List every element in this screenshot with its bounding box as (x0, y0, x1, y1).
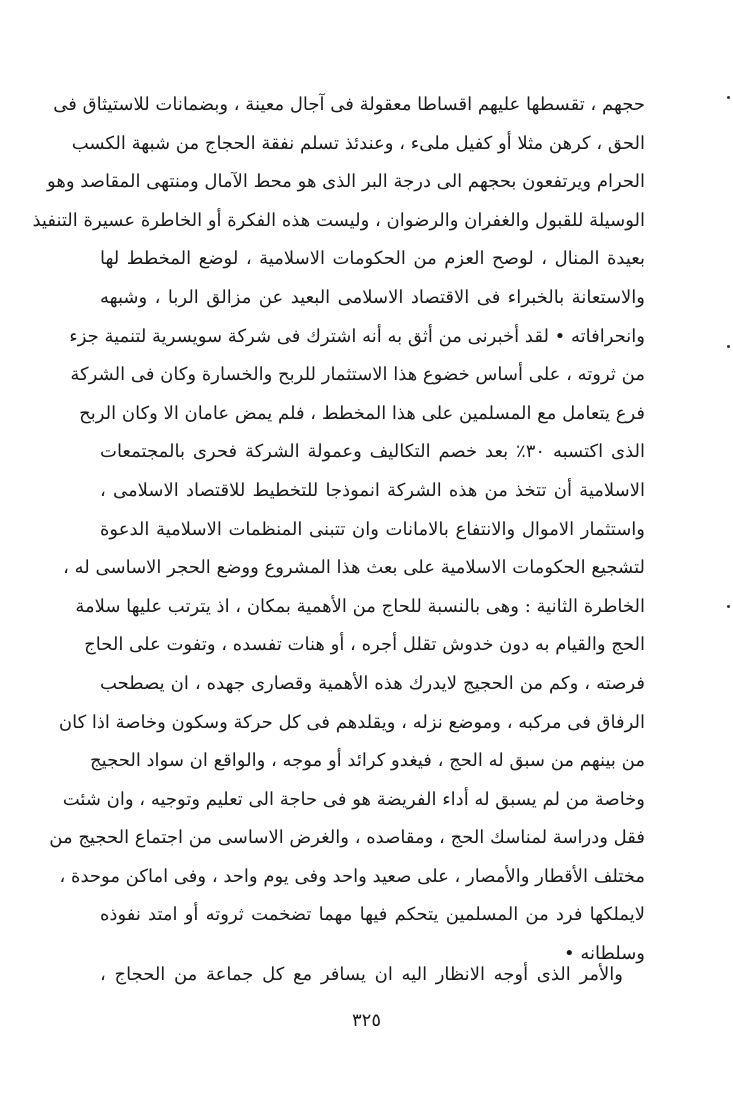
text-line: حجهم ، تقسطها عليهم اقساطا معقولة فى آجال معينة ، وبضمانات للاستيثاق فى (53, 94, 645, 115)
text-line: الاسلامية أن تتخذ من هذه الشركة انموذجا للتخطيط للاقتصاد الاسلامى ، (100, 479, 645, 501)
page-number: ٣٢٥ (351, 1010, 381, 1031)
text-line: من ثروته ، على أساس خضوع هذا الاستثمار للربح والخسارة وكان فى الشركة (70, 364, 645, 386)
text-line: الحرام ويرتفعون بحجهم الى درجة البر الذى هو محط الآمال ومنتهى المقاصد وهو (47, 171, 645, 193)
closing-paragraph-line: والأمر الذى أوجه الانظار اليه ان يسافر مع كل جماعة من الحجاج ، (100, 964, 623, 985)
text-line: والاستعانة بالخبراء فى الاقتصاد الاسلامى البعيد عن مزالق الربا ، وشبهه (100, 286, 645, 308)
text-line: الذى اكتسبه ٣٠٪ بعد خصم التكاليف وعمولة الشركة فحرى بالمجتمعات (100, 441, 645, 463)
text-line: وسلطانه • (564, 943, 645, 965)
text-line: لايملكها فرد من المسلمين يتحكم فيها مهما تضخمت ثروته أو امتد نفوذه (100, 904, 645, 926)
text-line: الرفاق فى مركبه ، وموضع نزله ، ويقلدهم فى كل حركة وسكون وخاصة اذا كان (58, 711, 645, 733)
text-line: الحج والقيام به دون خدوش تقلل أجره ، أو هنات تفسده ، وتفوت على الحاج (84, 634, 645, 656)
text-line: فقل ودراسة لمناسك الحج ، ومقاصده ، والغرض الاساسى من اجتماع الحجيج من (49, 827, 645, 849)
text-line: وخاصة من لم يسبق له أداء الفريضة هو فى حاجة الى تعليم وتوجيه ، وان شئت (62, 788, 645, 810)
text-line: بعيدة المنال ، لوصح العزم من الحكومات الاسلامية ، لوضع المخطط لها (100, 248, 645, 270)
margin-dot-middle (727, 345, 730, 348)
text-line: وانحرافاته • لقد أخبرنى من أثق به أنه اشترك فى شركة سويسرية لتنمية جزء (69, 325, 645, 347)
text-line: من بينهم من سبق له الحج ، فيغدو كرائد أو موجه ، والواقع ان سواد الحجيج (90, 750, 645, 772)
margin-dot-lower (727, 605, 730, 608)
text-line: الوسيلة للقبول والغفران والرضوان ، وليست هذه الفكرة أو الخاطرة عسيرة التنفيذ (32, 209, 645, 231)
text-line: فرع يتعامل مع المسلمين على هذا المخطط ، فلم يمض عامان الا وكان الربح (79, 402, 645, 424)
text-line: مختلف الأقطار والأمصار ، على صعيد واحد وفى يوم واحد ، وفى اماكن موحدة ، (59, 865, 645, 887)
margin-dot-top (727, 96, 730, 99)
text-line: فرصته ، وكم من الحجيج لايدرك هذه الأهمية وقصارى جهده ، ان يصطحب (100, 672, 645, 694)
text-line: واستثمار الاموال والانتفاع بالامانات وان تتبنى المنظمات الاسلامية الدعوة (100, 518, 645, 540)
text-line: لتشجيع الحكومات الاسلامية على بعث هذا المشروع ووضع الحجر الاساسى له ، (63, 557, 645, 579)
text-line: الخاطرة الثانية : وهى بالنسبة للحاج من الأهمية بمكان ، اذ يترتب عليها سلامة (75, 595, 645, 617)
body-text (32, 86, 645, 974)
text-line: الحق ، كرهن مثلا أو كفيل ملىء ، وعندئذ تسلم نفقة الحجاج من شبهة الكسب (71, 132, 645, 154)
